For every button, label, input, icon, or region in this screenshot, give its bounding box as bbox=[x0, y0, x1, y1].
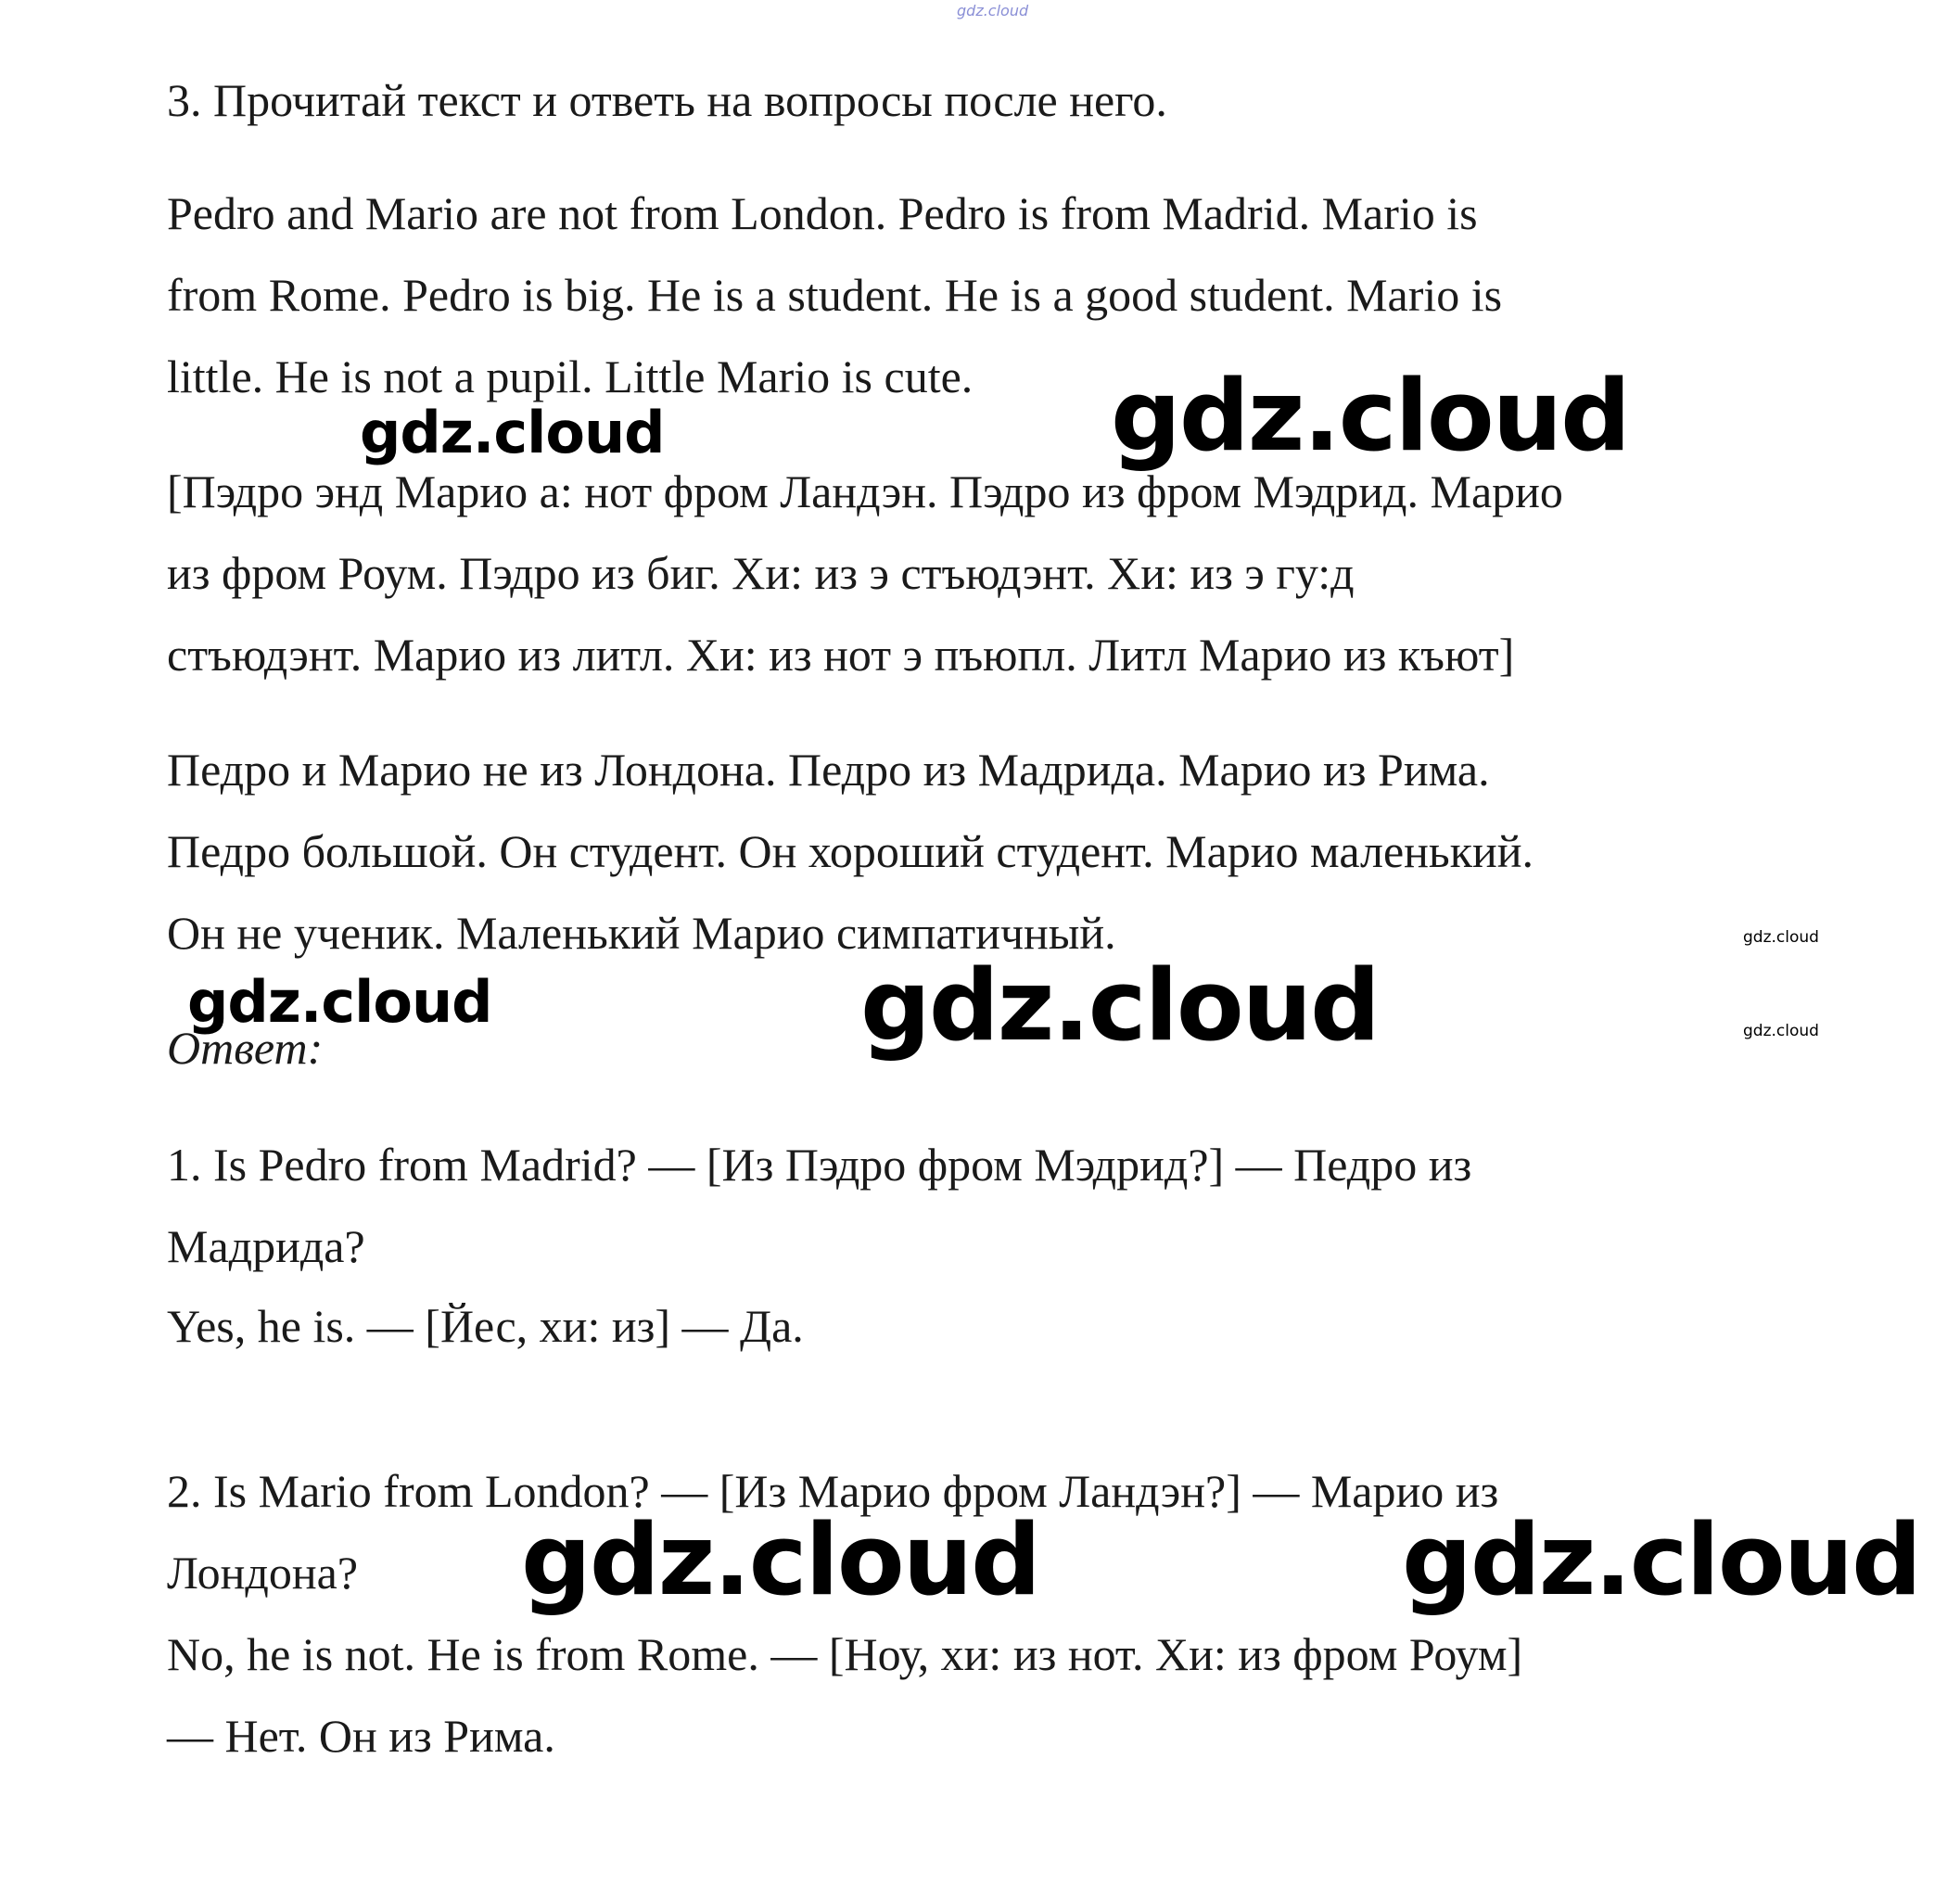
watermark-small: gdz.cloud bbox=[1743, 928, 1819, 947]
question-line: 2. Is Mario from London? — [Из Марио фром Ландэн?] — Марио из bbox=[167, 1465, 1499, 1517]
task-heading: 3. Прочитай текст и ответь на вопросы после него. bbox=[167, 74, 1167, 126]
answer-label: Ответ: bbox=[167, 1022, 324, 1074]
watermark-medium: gdz.cloud bbox=[187, 968, 492, 1036]
english-line: little. He is not a pupil. Little Mario is cute. bbox=[167, 350, 974, 402]
watermark-large: gdz.cloud bbox=[860, 949, 1380, 1063]
russian-line: Педро и Марио не из Лондона. Педро из Мадрида. Марио из Рима. bbox=[167, 744, 1490, 796]
russian-line: Он не ученик. Маленький Марио симпатичный. bbox=[167, 907, 1116, 959]
question-line: Мадрида? bbox=[167, 1220, 365, 1272]
answer-line: — Нет. Он из Рима. bbox=[167, 1710, 555, 1762]
english-line: from Rome. Pedro is big. He is a student. He is a good student. Mario is bbox=[167, 269, 1503, 321]
watermark-small: gdz.cloud bbox=[1743, 1022, 1819, 1040]
question-line: Лондона? bbox=[167, 1547, 359, 1599]
english-line: Pedro and Mario are not from London. Pedro is from Madrid. Mario is bbox=[167, 187, 1478, 239]
watermark-large: gdz.cloud bbox=[1402, 1503, 1921, 1617]
question-line: 1. Is Pedro from Madrid? — [Из Пэдро фром Мэдрид?] — Педро из bbox=[167, 1139, 1472, 1191]
watermark-large: gdz.cloud bbox=[1111, 359, 1630, 473]
russian-line: Педро большой. Он студент. Он хороший студент. Марио маленький. bbox=[167, 825, 1534, 877]
answer-line: No, he is not. He is from Rome. — [Ноу, хи: из нот. Хи: из фром Роум] bbox=[167, 1628, 1523, 1680]
watermark-large: gdz.cloud bbox=[521, 1503, 1040, 1617]
answer-line: Yes, he is. — [Йес, хи: из] — Да. bbox=[167, 1300, 804, 1352]
top-watermark: gdz.cloud bbox=[957, 2, 1029, 19]
transcription-line: из фром Роум. Пэдро из биг. Хи: из э стъюдэнт. Хи: из э гу:д bbox=[167, 547, 1355, 599]
watermark-medium: gdz.cloud bbox=[360, 399, 665, 466]
transcription-line: [Пэдро энд Марио а: нот фром Ландэн. Пэдро из фром Мэдрид. Марио bbox=[167, 465, 1563, 517]
transcription-line: стъюдэнт. Марио из литл. Хи: из нот э пъюпл. Литл Марио из къют] bbox=[167, 629, 1515, 681]
